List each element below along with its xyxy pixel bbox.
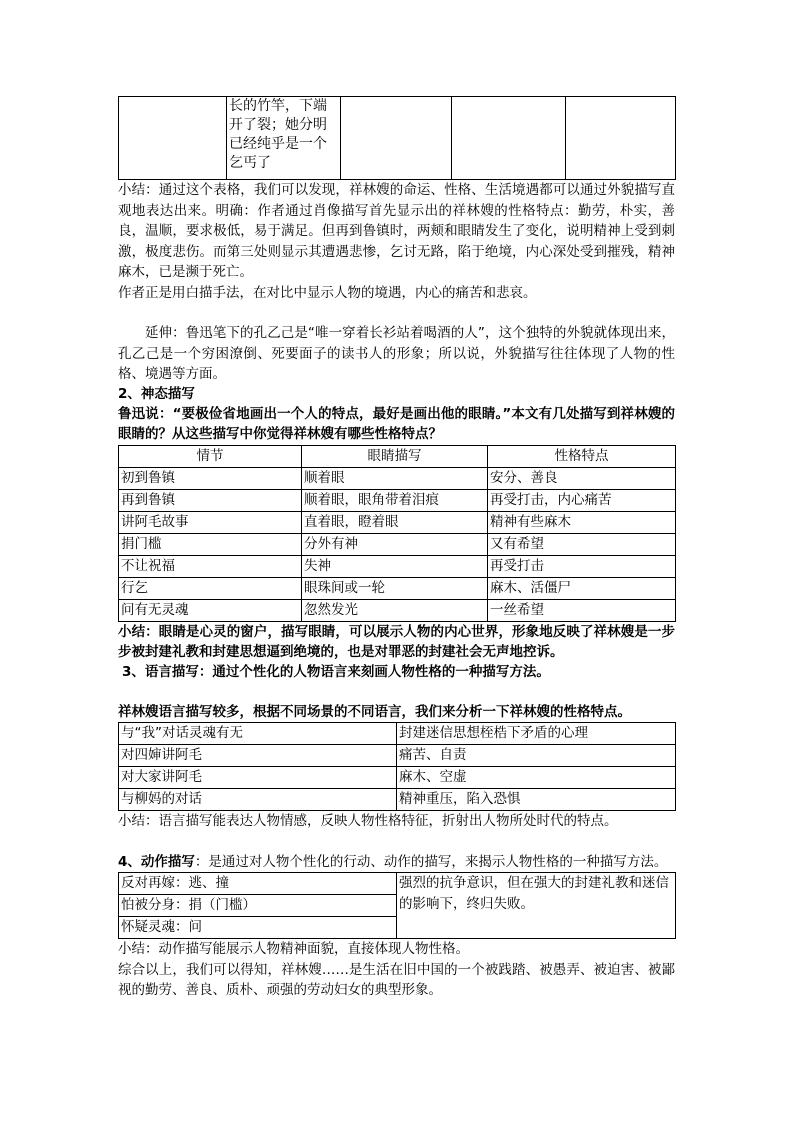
table-cell: 对大家讲阿毛 — [119, 767, 397, 789]
table-cell: 不让祝福 — [119, 555, 302, 577]
table-cell: 再受打击，内心痛苦 — [488, 489, 676, 511]
table-header-row — [119, 445, 676, 467]
table-row — [119, 467, 676, 489]
table-row — [119, 511, 676, 533]
column-header: 眼睛描写 — [302, 445, 488, 467]
action-description-table — [118, 872, 676, 939]
table-cell: 再受打击 — [488, 555, 676, 577]
document-page — [118, 96, 675, 1001]
table-cell: 强烈的抗争意识，但在强大的封建礼教和迷信的影响下，终归失败。 — [397, 873, 676, 939]
section-heading-action-title: 4、动作描写 — [118, 853, 195, 870]
table-row — [119, 555, 676, 577]
table-row — [119, 723, 676, 745]
section-intro-expression: 鲁迅说：“要极俭省地画出一个人的特点，最好是画出他的眼睛。”本文有几处描写到祥林嫂的眼睛的？从这些描写中你觉得祥林嫂有哪些性格特点？ — [118, 405, 675, 442]
table-cell: 怕被分身：捐（门槛） — [119, 895, 397, 917]
table-cell: 精神重压，陷入恐惧 — [397, 789, 676, 811]
table-cell: 捐门槛 — [119, 533, 302, 555]
table-cell: 再到鲁镇 — [119, 489, 302, 511]
eye-description-table — [118, 445, 676, 622]
section-intro-language: 祥林嫂语言描写较多，根据不同场景的不同语言，我们来分析一下祥林嫂的性格特点。 — [118, 703, 631, 720]
table-cell: 与“我”对话灵魂有无 — [119, 723, 397, 745]
section-summary-expression: 小结：眼睛是心灵的窗户，描写眼睛，可以展示人物的内心世界，形象地反映了祥林嫂是一步步被封建礼教和封建思想逼到绝境的，也是对罪恶的封建社会无声地控诉。 — [118, 623, 675, 660]
column-header: 性格特点 — [488, 445, 676, 467]
summary-paragraph: 小结：通过这个表格，我们可以发现，祥林嫂的命运、性格、生活境遇都可以通过外貌描写直观地表达出来。明确：作者通过肖像描写首先显示出的祥林嫂的性格特点：勤劳，朴实，善良，温顺，要求极低，易于满足。但再到鲁镇时，两颊和眼睛发生了变化，说明精神上受到刺激，极度悲伤。而第三处则显示其遭遇悲惨，乞讨无路，陷于绝境，内心深处受到摧残，精神麻木，已是濒于死亡。 — [118, 182, 675, 280]
extension-paragraph: 延伸：鲁迅笔下的孔乙己是“唯一穿着长衫站着喝酒的人”，这个独特的外貌就体现出来，孔乙己是一个穷困潦倒、死要面子的读书人的形象；所以说，外貌描写往往体现了人物的性格、境遇等方面。 — [118, 325, 675, 382]
language-description-table — [118, 722, 676, 811]
table-cell: 与柳妈的对话 — [119, 789, 397, 811]
table-cell: 一丝希望 — [488, 599, 676, 621]
table-cell: 分外有神 — [302, 533, 488, 555]
table-cell: 对四婶讲阿毛 — [119, 745, 397, 767]
table-cell: 顺着眼 — [302, 467, 488, 489]
table-cell: 安分、善良 — [488, 467, 676, 489]
section-heading-action-desc: ：是通过对人物个性化的行动、动作的描写，来揭示人物性格的一种描写方法。 — [194, 853, 668, 870]
table-row — [119, 97, 676, 180]
table-cell: 长的竹竿，下端开了裂；她分明已经纯乎是一个乞丐了 — [227, 97, 341, 180]
table-cell: 反对再嫁：逃、撞 — [119, 873, 397, 895]
section-summary-language: 小结：语言描写能表达人物情感，反映人物性格特征，折射出人物所处时代的特点。 — [118, 813, 618, 829]
table-cell: 初到鲁镇 — [119, 467, 302, 489]
table-row — [119, 745, 676, 767]
table-cell: 麻木、活僵尸 — [488, 577, 676, 599]
table-cell: 痛苦、自责 — [397, 745, 676, 767]
table-cell: 忽然发光 — [302, 599, 488, 621]
section-heading-language: 3、语言描写：通过个性化的人物语言来刻画人物性格的一种描写方法。 — [122, 663, 550, 680]
table-row — [119, 599, 676, 621]
table-cell: 顺着眼，眼角带着泪痕 — [302, 489, 488, 511]
section-heading-expression: 2、神态描写 — [118, 385, 195, 402]
table-row — [119, 767, 676, 789]
table-row — [119, 489, 676, 511]
table-cell: 眼珠间或一轮 — [302, 577, 488, 599]
table-cell: 怀疑灵魂：问 — [119, 917, 397, 939]
table-cell: 直着眼，瞪着眼 — [302, 511, 488, 533]
table-row — [119, 789, 676, 811]
table-cell: 行乞 — [119, 577, 302, 599]
appearance-table-tail — [118, 96, 676, 180]
table-cell: 麻木、空虚 — [397, 767, 676, 789]
table-row — [119, 873, 676, 895]
table-cell: 又有希望 — [488, 533, 676, 555]
final-conclusion: 综合以上，我们可以得知，祥林嫂……是生活在旧中国的一个被践踏、被愚弄、被迫害、被鄙视的勤劳、善良、质朴、顽强的劳动妇女的典型形象。 — [118, 961, 675, 998]
table-cell: 精神有些麻木 — [488, 511, 676, 533]
table-cell: 失神 — [302, 555, 488, 577]
section-summary-action: 小结：动作描写能展示人物精神面貌，直接体现人物性格。 — [118, 941, 469, 957]
summary-conclusion: 作者正是用白描手法，在对比中显示人物的境遇，内心的痛苦和悲哀。 — [118, 284, 537, 301]
table-row — [119, 577, 676, 599]
table-row — [119, 533, 676, 555]
table-cell: 讲阿毛故事 — [119, 511, 302, 533]
table-cell: 问有无灵魂 — [119, 599, 302, 621]
column-header: 情节 — [119, 445, 302, 467]
section-heading-action — [118, 852, 675, 873]
table-cell: 封建迷信思想桎梏下矛盾的心理 — [397, 723, 676, 745]
